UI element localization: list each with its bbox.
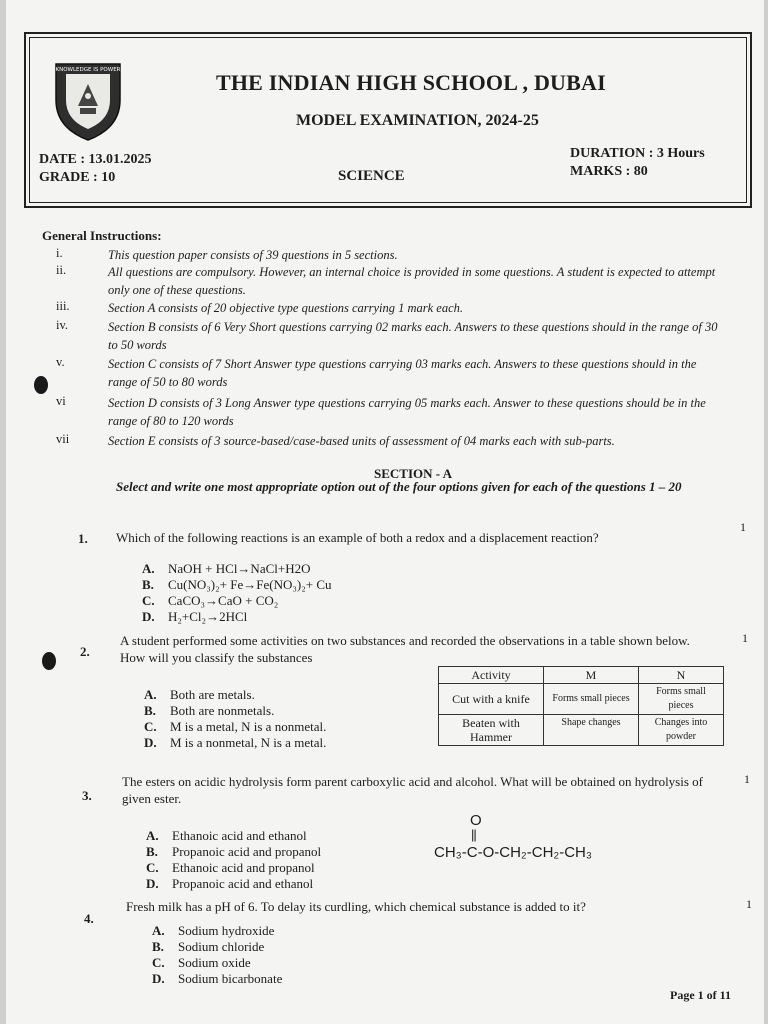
option: D. M is a nonmetal, N is a metal. <box>144 735 327 750</box>
punch-hole <box>34 376 48 394</box>
question-number: 1. <box>78 531 88 546</box>
question-text: Which of the following reactions is an example of both a redox and a displacement reaction? <box>116 530 599 545</box>
table-row: Beaten with Hammer Shape changes Changes into powder <box>439 715 724 746</box>
option: C. Ethanoic acid and propanol <box>146 860 315 875</box>
school-logo <box>50 56 126 142</box>
question-text: Fresh milk has a pH of 6. To delay its curdling, which chemical substance is added to it? <box>126 899 586 914</box>
exam-paper: KNOWLEDGE IS POWER THE INDIAN HIGH SCHOOL , DUBAI MODEL EXAMINATION, 2024-25 DATE : 13.01.2025 GRADE : 10 SCIENCE DURATION : 3 Hours MARKS : 80 General Instructions: i. This question paper consists of 39 questions in 5 sections. ii. All questions are compulsory. However, an internal choice is provided in some questions. A student is expected to attempt only one of these questions. iii. Section A consists of 20 objective type questions carrying 1 mark each. iv. Section B consists of 6 Very Short questions carrying 02 marks each. Answers to these questions should in the range of 30 to 50 words v. Section C consists of 7 Short Answer type questions carrying 03 marks each. Answers to these questions should in the range of 50 to 80 words vi Section D consists of 3 Long Answer type questions carrying 05 marks each. Answer to these questions should be in the range of 80 to 120 words vii Section E consists of 3 source-based/case-based units of assessment of 04 marks each with sub-parts. SECTION - A Select and write one most appropriate option out of the four options given for each of the questions 1 – 20 1. Which of the following reactions is an example of both a redox and a displacement reaction? 1 A. NaOH + HCl→NaCl+H2O B. Cu(NO₃)₂+ Fe→Fe(NO₃)₂+ Cu C. CaCO₃→CaO + CO₂ D. H₂+Cl₂→2HCl 2. A student performed some activities on two substances and recorded the observations in a table shown below. How will you classify the substances 1 A. Both are metals. B. Both are nonmetals. C. M is a metal, N is a nonmetal. D. M is a nonmetal, N is a metal. Activity M N Cut with a knife Forms small pieces Forms small pieces Beaten with Hammer Shape changes Changes into powder 3. The esters on acidic hydrolysis form parent carboxylic acid and alcohol. What will be obtained on hydrolysis of given ester. 1 A. Ethanoic acid and ethanol B. Propanoic acid and propanol C. Ethanoic acid and propanol D. Propanoic acid and ethanol O || CH₃-C-O-CH₂-CH₂-CH₃ 4. Fresh milk has a pH of 6. To delay its curdling, which chemical substance is added to it? 1 A. Sodium hydroxide B. Sodium chloride C. Sodium oxide D. Sodium bicarbonate Page 1 of 11 <box>6 0 764 1024</box>
question-number: 3. <box>82 788 92 803</box>
option: A. Ethanoic acid and ethanol <box>146 828 307 843</box>
question-marks: 1 <box>742 631 748 645</box>
section-title: SECTION - A <box>374 466 453 481</box>
question-text: The esters on acidic hydrolysis form parent carboxylic acid and alcohol. What will be obtained on hydrolysis of given ester. <box>122 774 703 806</box>
question-text: A student performed some activities on two substances and recorded the observations in a table shown below. How will you classify the substances <box>120 633 690 665</box>
table-row: Cut with a knife Forms small pieces Forms small pieces <box>439 684 724 715</box>
punch-hole <box>42 652 56 670</box>
option: A. NaOH + HCl→NaCl+H2O <box>142 561 311 576</box>
option: A. Both are metals. <box>144 687 255 702</box>
option: D. H₂+Cl₂→2HCl <box>142 609 248 624</box>
question-marks: 1 <box>746 897 752 911</box>
exam-header <box>24 32 752 208</box>
option: C. M is a metal, N is a nonmetal. <box>144 719 327 734</box>
exam-date: DATE : 13.01.2025 <box>39 152 152 167</box>
option: C. CaCO₃→CaO + CO₂ <box>142 593 279 608</box>
option: B. Propanoic acid and propanol <box>146 844 322 859</box>
question-number: 4. <box>84 911 94 926</box>
option: C. Sodium oxide <box>152 955 251 970</box>
option: D. Propanoic acid and ethanol <box>146 876 314 891</box>
page-number: Page 1 of 11 <box>670 988 731 1002</box>
section-instruction: Select and write one most appropriate option out of the four options given for each of the questions 1 – 20 <box>116 479 682 494</box>
exam-marks: MARKS : 80 <box>570 164 648 179</box>
exam-subject: SCIENCE <box>338 168 405 184</box>
question-marks: 1 <box>744 772 750 786</box>
option: D. Sodium bicarbonate <box>152 971 283 986</box>
question-number: 2. <box>80 644 90 659</box>
option: A. Sodium hydroxide <box>152 923 275 938</box>
exam-duration: DURATION : 3 Hours <box>570 146 705 161</box>
option: B. Sodium chloride <box>152 939 265 954</box>
option: B. Cu(NO₃)₂+ Fe→Fe(NO₃)₂+ Cu <box>142 577 332 592</box>
observation-table <box>438 666 724 746</box>
svg-text:KNOWLEDGE IS POWER: KNOWLEDGE IS POWER <box>55 67 121 73</box>
school-name: THE INDIAN HIGH SCHOOL , DUBAI <box>216 70 606 95</box>
table-header-row: Activity M N <box>439 667 724 684</box>
option: B. Both are nonmetals. <box>144 703 275 718</box>
exam-title: MODEL EXAMINATION, 2024-25 <box>296 112 539 129</box>
exam-grade: GRADE : 10 <box>39 170 116 185</box>
instructions-title: General Instructions: <box>42 228 162 243</box>
question-marks: 1 <box>740 520 746 534</box>
